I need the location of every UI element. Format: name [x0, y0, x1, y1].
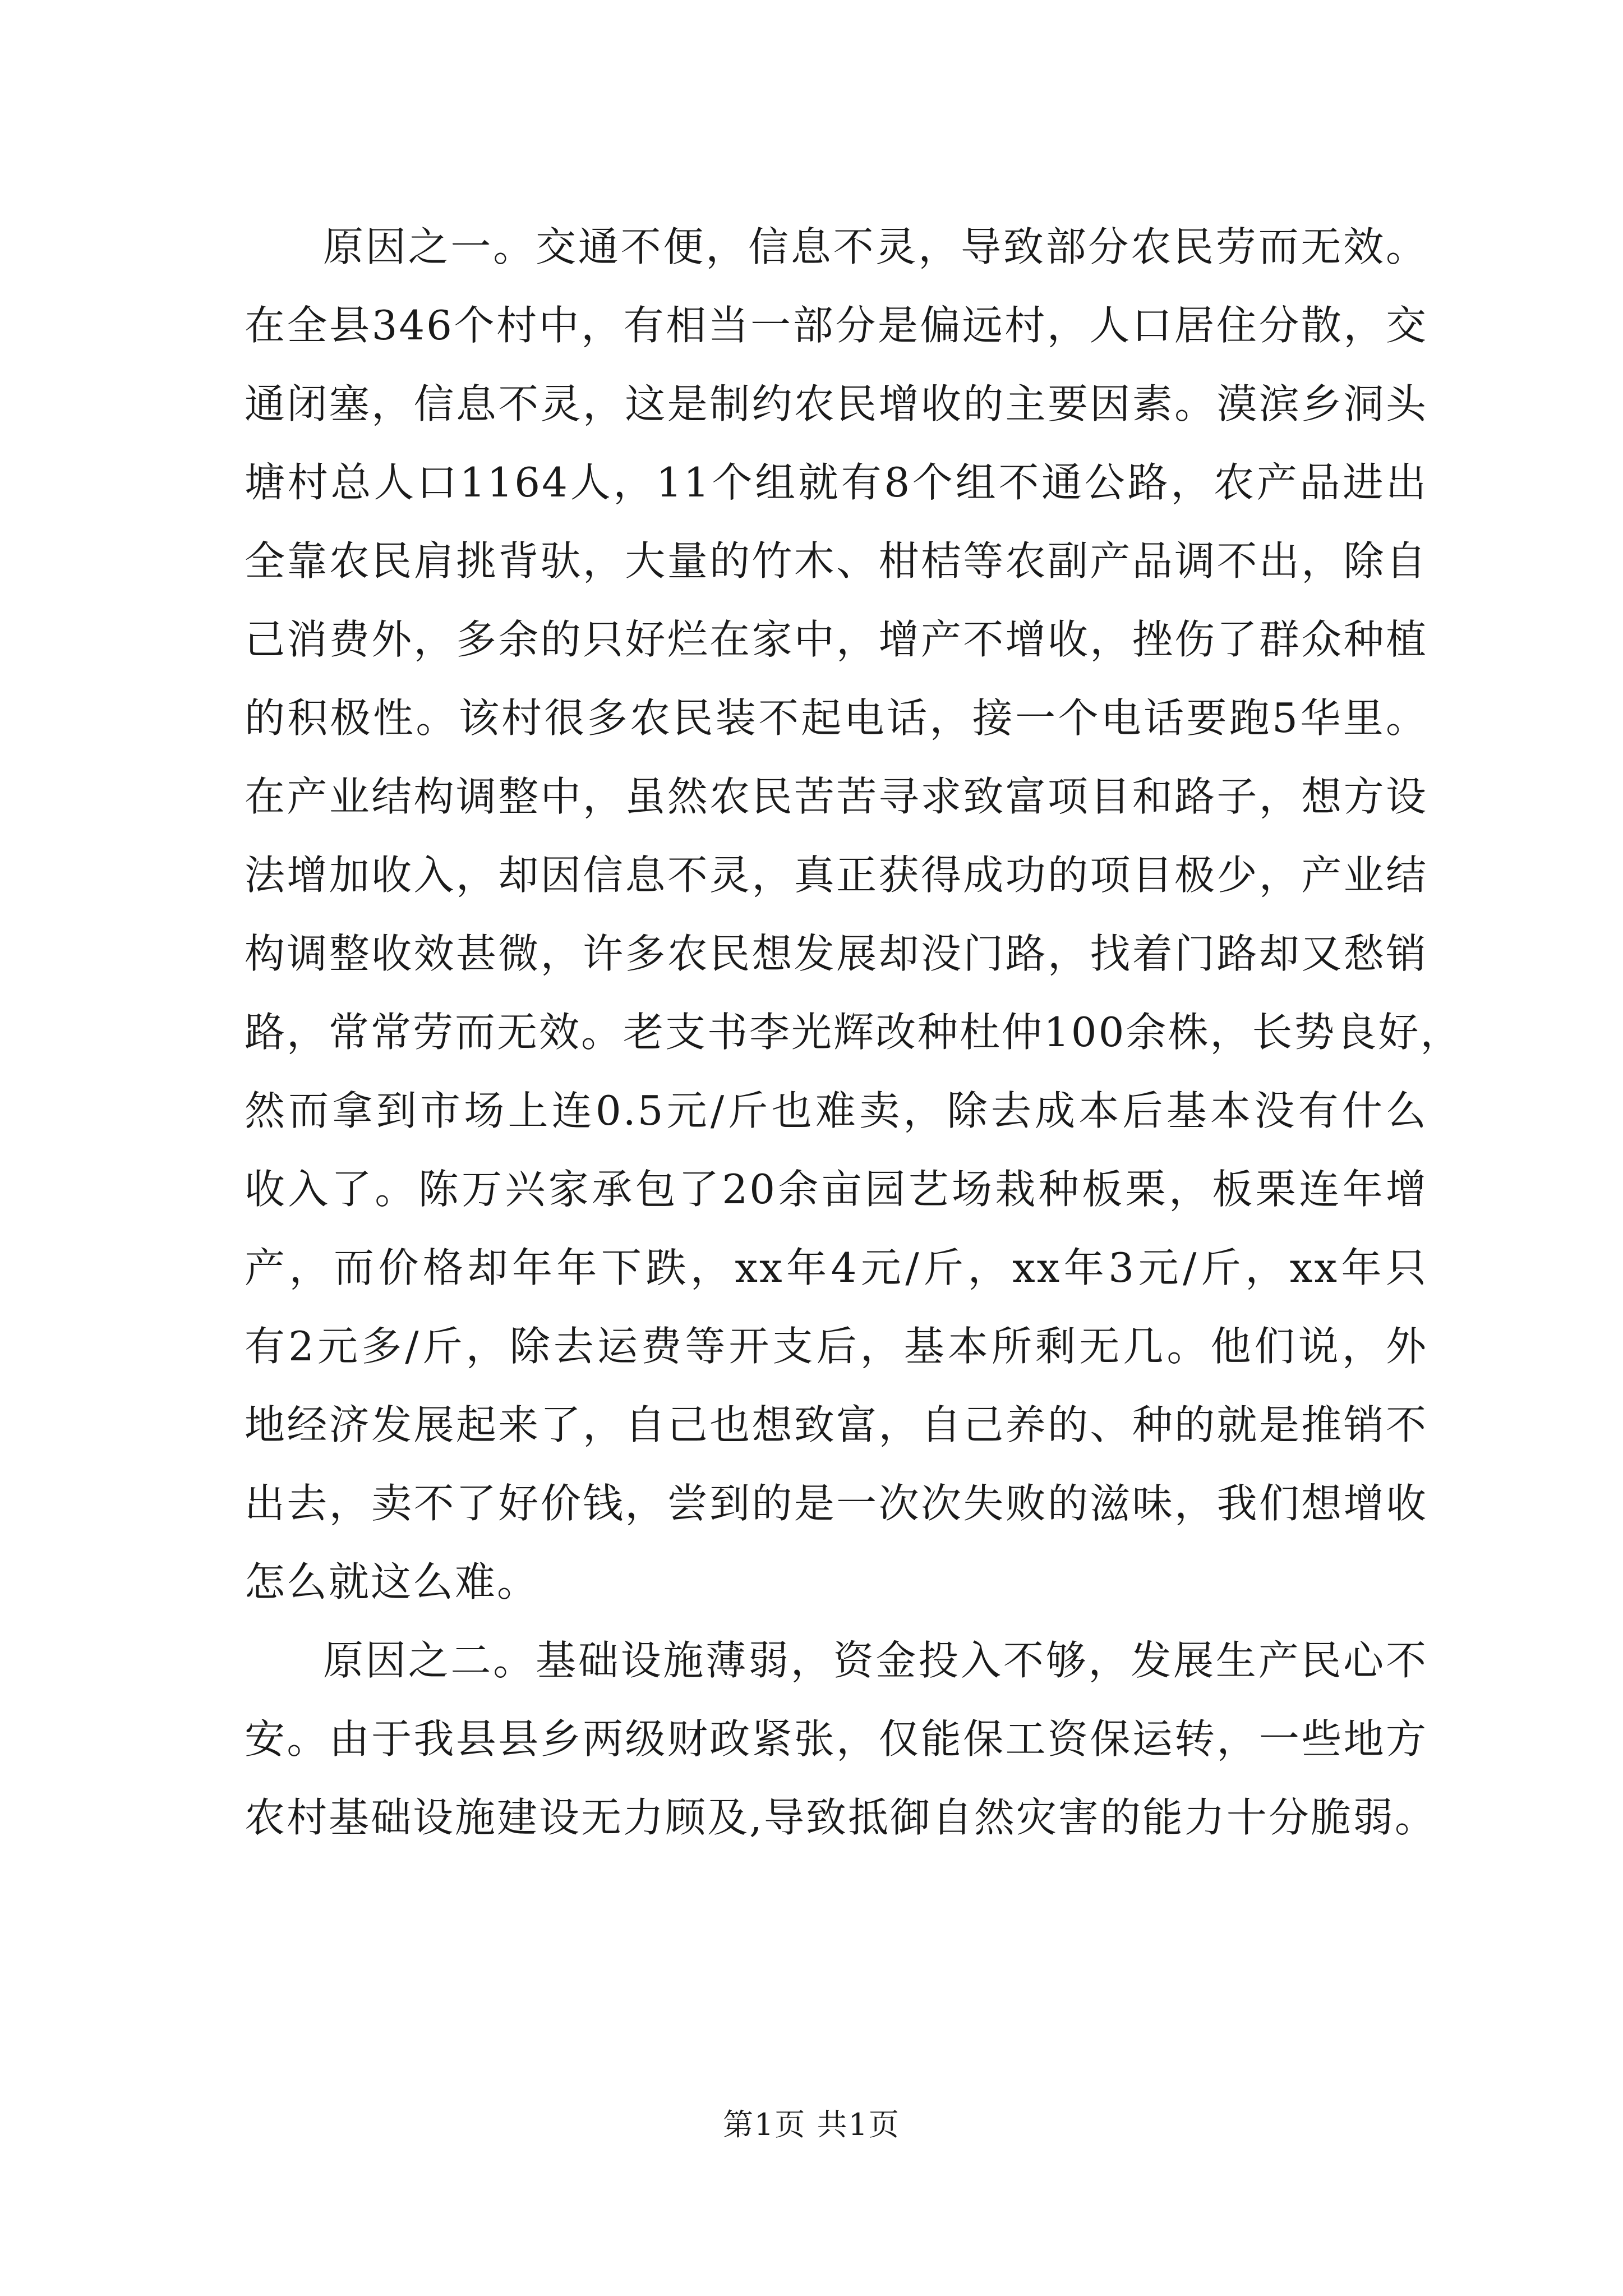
paragraph-2	[245, 1621, 1437, 1857]
paragraph-line: 然而拿到市场上连0.5元/斤也难卖，除去成本后基本没有什么	[245, 1087, 1428, 1134]
paragraph-line: 产，而价格却年年下跌，xx年4元/斤，xx年3元/斤，xx年只	[245, 1244, 1428, 1291]
paragraph-line: 原因之一。交通不便，信息不灵，导致部分农民劳而无效。	[323, 223, 1428, 270]
paragraph-line: 在产业结构调整中，虽然农民苦苦寻求致富项目和路子，想方设	[245, 773, 1428, 820]
paragraph-line: 安。由于我县县乡两级财政紧张，仅能保工资保运转，一些地方	[245, 1715, 1428, 1763]
paragraph-line: 法增加收入，却因信息不灵，真正获得成功的项目极少，产业结	[245, 852, 1428, 899]
paragraph-line: 己消费外，多余的只好烂在家中，增产不增收，挫伤了群众种植	[245, 616, 1428, 663]
paragraph-line: 农村基础设施建设无力顾及,导致抵御自然灾害的能力十分脆弱。	[245, 1794, 1437, 1841]
document-body	[245, 208, 1463, 1857]
paragraph-line: 原因之二。基础设施薄弱，资金投入不够，发展生产民心不	[323, 1637, 1428, 1684]
paragraph-line: 怎么就这么难。	[245, 1558, 540, 1605]
paragraph-line: 收入了。陈万兴家承包了20余亩园艺场栽种板栗，板栗连年增	[245, 1166, 1428, 1213]
paragraph-line: 地经济发展起来了，自己也想致富，自己养的、种的就是推销不	[245, 1401, 1428, 1448]
paragraph-line: 通闭塞，信息不灵，这是制约农民增收的主要因素。漠滨乡洞头	[245, 380, 1428, 427]
page-number-label: 第1页 共1页	[723, 2107, 900, 2142]
paragraph-line: 在全县346个村中，有相当一部分是偏远村，人口居住分散，交	[245, 302, 1428, 349]
paragraph-line: 路，常常劳而无效。老支书李光辉改种杜仲100余株，长势良好，	[245, 1009, 1463, 1056]
paragraph-line: 全靠农民肩挑背驮，大量的竹木、柑桔等农副产品调不出，除自	[245, 537, 1428, 585]
paragraph-line: 塘村总人口1164人，11个组就有8个组不通公路，农产品进出	[245, 459, 1428, 506]
paragraph-line: 出去，卖不了好价钱，尝到的是一次次失败的滋味，我们想增收	[245, 1480, 1428, 1527]
paragraph-line: 构调整收效甚微，许多农民想发展却没门路，找着门路却又愁销	[245, 930, 1428, 977]
paragraph-1	[245, 208, 1463, 1621]
paragraph-line: 的积极性。该村很多农民装不起电话，接一个电话要跑5华里。	[245, 694, 1428, 742]
page-footer	[0, 2101, 1623, 2144]
paragraph-line: 有2元多/斤，除去运费等开支后，基本所剩无几。他们说，外	[245, 1323, 1428, 1370]
